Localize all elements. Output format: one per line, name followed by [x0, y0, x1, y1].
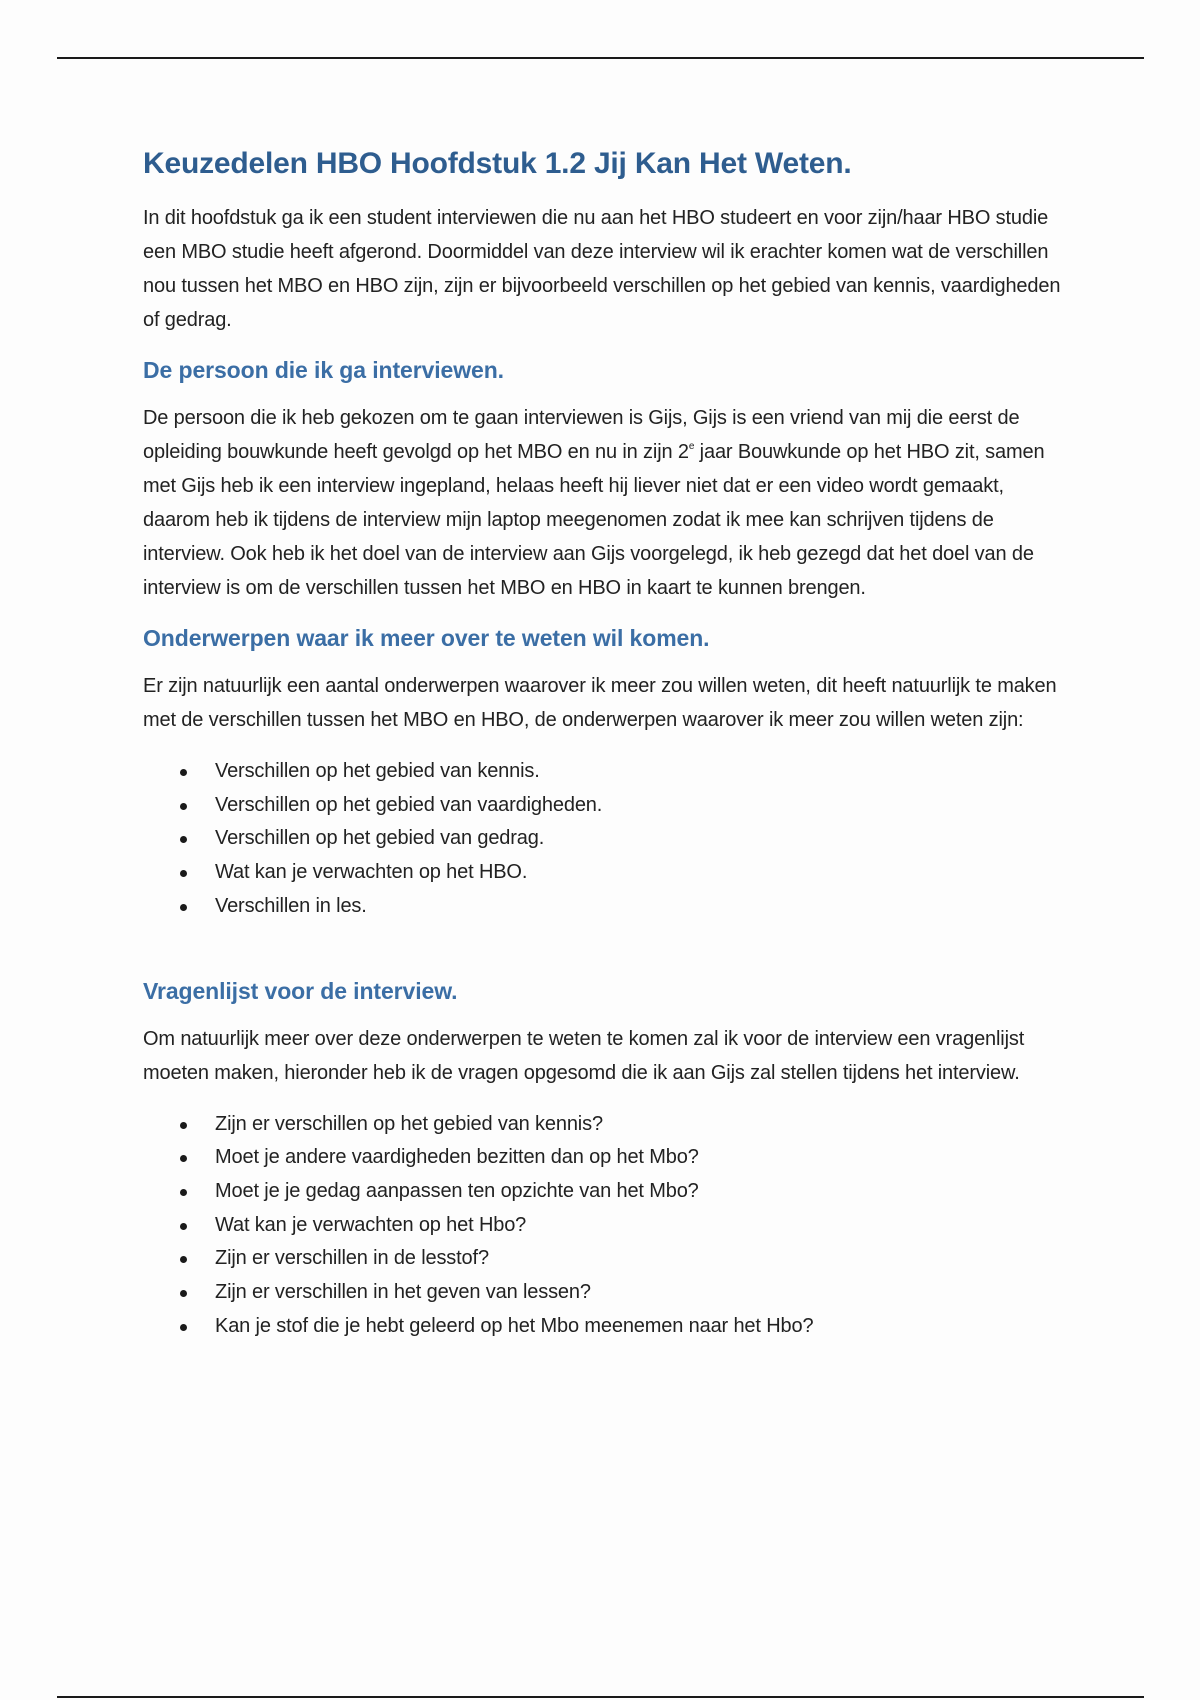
page-footer-rule: [57, 1696, 1144, 1698]
bullet-icon: [180, 870, 187, 877]
list-item: [143, 1175, 1073, 1209]
list-item: [143, 1108, 1073, 1142]
list-item: [143, 1276, 1073, 1310]
list-item-text: Moet je je gedag aanpassen ten opzichte van het Mbo?: [215, 1179, 699, 1202]
paragraph-text: De persoon die ik heb gekozen om te gaan interviewen is Gijs, Gijs is een vriend van mij die eerst de opleiding bouwkunde heeft gevolgd op het MBO en nu in zijn 2: [143, 407, 1020, 463]
paragraph-text: jaar Bouwkunde op het HBO zit, samen met Gijs heb ik een interview ingepland, helaas heeft hij liever niet dat er een video wordt gemaakt, daarom heb ik tijdens de interview mijn laptop meegenomen zodat ik mee kan schrijven tijdens de interview. Ook heb ik het doel van de interview aan Gijs voorgelegd, ik heb gezegd dat het doel van de interview is om de verschillen tussen het MBO en HBO in kaart te kunnen brengen.: [143, 441, 1045, 599]
list-item: [143, 890, 1073, 924]
list-item: [143, 789, 1073, 823]
ordinal-superscript: e: [688, 441, 695, 452]
section-heading: De persoon die ik ga interviewen.: [143, 357, 504, 383]
list-item-text: Verschillen op het gebied van kennis.: [215, 760, 540, 782]
list-item: [143, 755, 1073, 789]
bullet-icon: [180, 1155, 187, 1162]
list-item-text: Wat kan je verwachten op het Hbo?: [215, 1213, 527, 1236]
list-item-text: Zijn er verschillen in de lesstof?: [215, 1247, 489, 1270]
bullet-icon: [180, 1324, 187, 1331]
bullet-icon: [180, 836, 187, 843]
list-item-text: Kan je stof die je hebt geleerd op het Mbo meenemen naar het Hbo?: [215, 1314, 814, 1337]
bullet-icon: [180, 1122, 187, 1129]
list-item-text: Verschillen op het gebied van gedrag.: [215, 827, 545, 850]
bullet-icon: [180, 1223, 187, 1230]
list-item: [143, 856, 1073, 890]
list-item: [143, 1242, 1073, 1276]
list-item: [143, 1209, 1073, 1243]
section-heading: Onderwerpen waar ik meer over te weten wil komen.: [143, 625, 710, 651]
document-title: Keuzedelen HBO Hoofdstuk 1.2 Jij Kan Het Weten.: [143, 147, 852, 180]
section-paragraph: Om natuurlijk meer over deze onderwerpen te weten te komen zal ik voor de interview een vragenlijst moeten maken, hieronder heb ik de vragen opgesomd die ik aan Gijs zal stellen tijdens het interview.: [143, 1027, 1025, 1084]
document-page: [143, 145, 1073, 1361]
section-interviewee: [143, 355, 1073, 605]
bullet-icon: [180, 769, 187, 776]
section-questionnaire: [143, 976, 1073, 1344]
page-header-rule: [57, 57, 1144, 59]
list-item: [143, 1310, 1073, 1344]
bullet-icon: [180, 904, 187, 911]
section-paragraph: Er zijn natuurlijk een aantal onderwerpen waarover ik meer zou willen weten, dit heeft natuurlijk te maken met de verschillen tussen het MBO en HBO, de onderwerpen waarover ik meer zou willen weten zijn:: [143, 675, 1057, 731]
list-item-text: Verschillen in les.: [215, 894, 367, 917]
intro-paragraph: In dit hoofdstuk ga ik een student interviewen die nu aan het HBO studeert en voor zijn/haar HBO studie een MBO studie heeft afgerond. Doormiddel van deze interview wil ik erachter komen wat de verschillen nou tussen het MBO en HBO zijn, zijn er bijvoorbeeld verschillen op het gebied van kennis, vaardigheden of gedrag.: [143, 207, 1061, 331]
topics-list: [143, 755, 1073, 924]
bullet-icon: [180, 803, 187, 810]
list-item: [143, 822, 1073, 856]
list-item: [143, 1141, 1073, 1175]
bullet-icon: [180, 1290, 187, 1297]
questions-list: [143, 1108, 1073, 1344]
section-topics: [143, 623, 1073, 924]
section-paragraph: [143, 401, 1073, 605]
bullet-icon: [180, 1189, 187, 1196]
list-item-text: Zijn er verschillen in het geven van lessen?: [215, 1281, 591, 1304]
section-heading: Vragenlijst voor de interview.: [143, 977, 458, 1004]
bullet-icon: [180, 1256, 187, 1263]
list-item-text: Wat kan je verwachten op het HBO.: [215, 861, 528, 884]
list-item-text: Verschillen op het gebied van vaardigheden.: [215, 793, 603, 816]
list-item-text: Zijn er verschillen op het gebied van kennis?: [215, 1112, 603, 1135]
list-item-text: Moet je andere vaardigheden bezitten dan op het Mbo?: [215, 1146, 699, 1169]
